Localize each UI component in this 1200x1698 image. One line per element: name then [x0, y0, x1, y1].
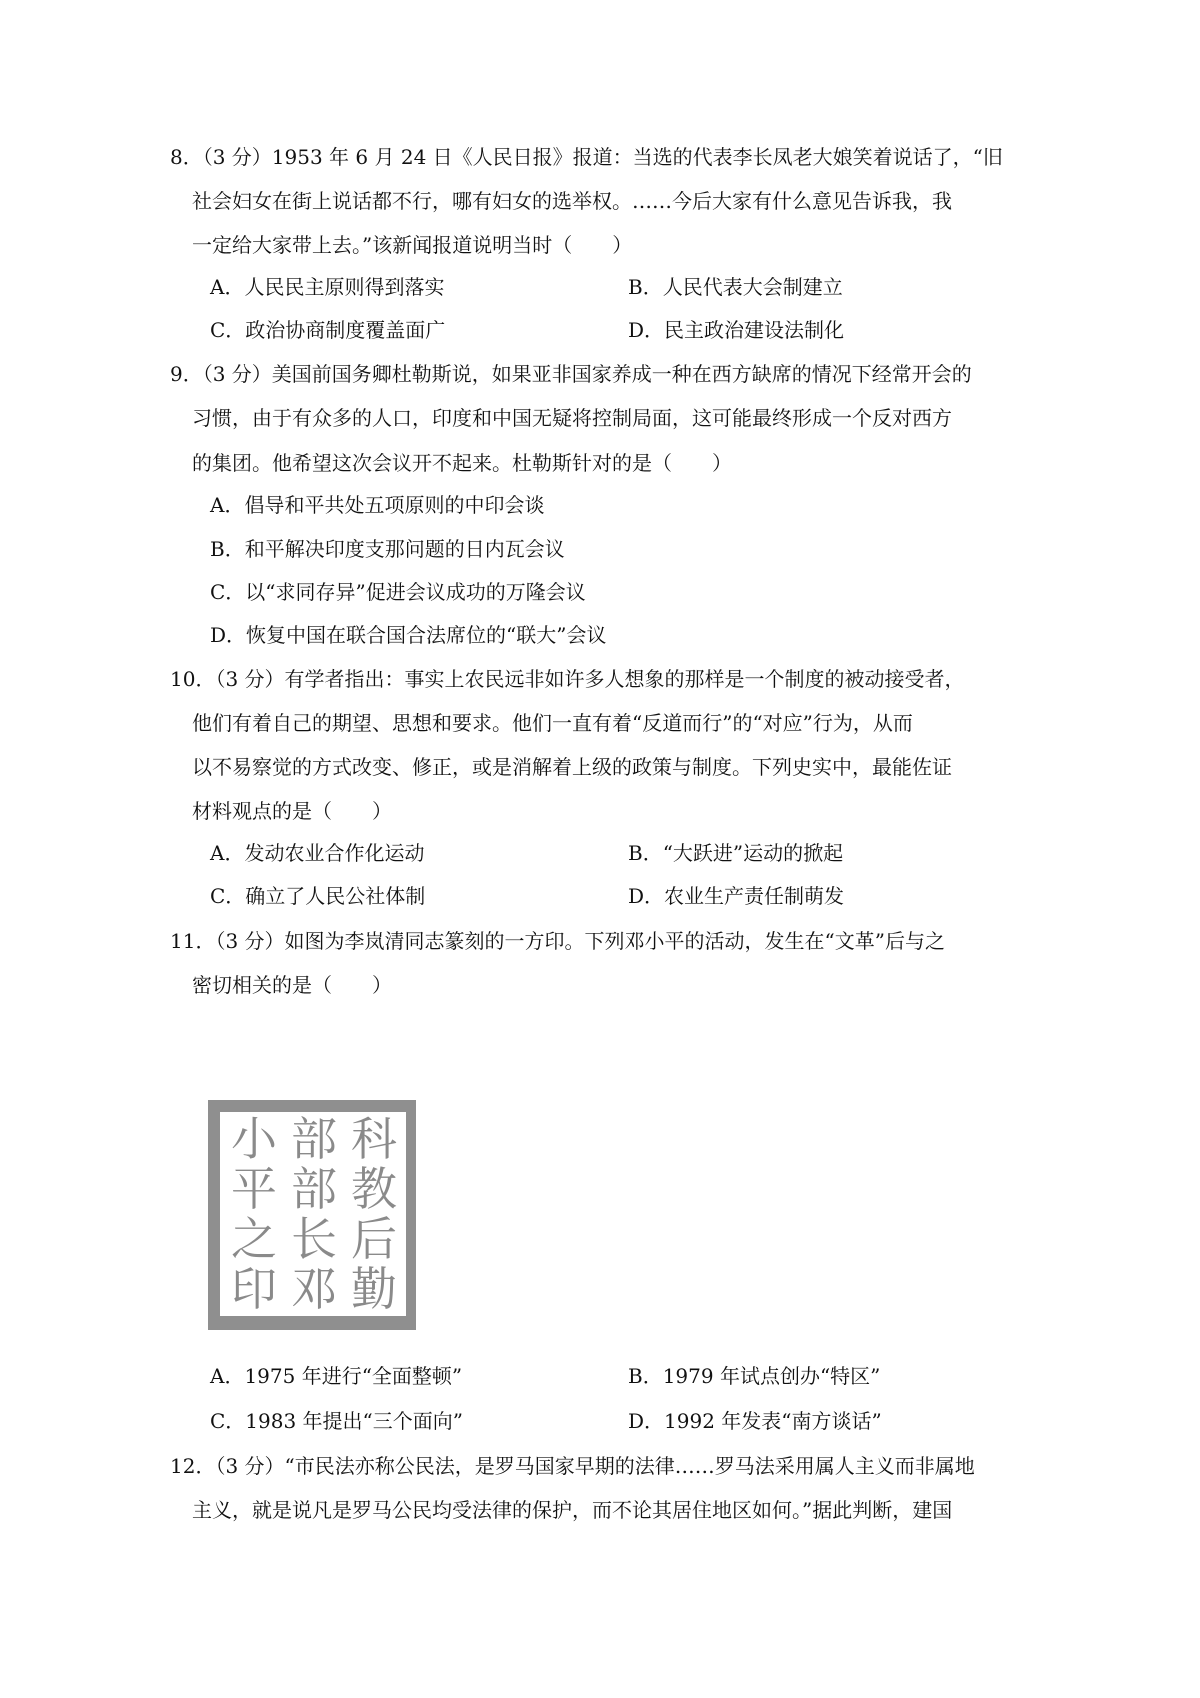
seal-character: 邓: [291, 1262, 337, 1316]
seal-character: 平: [231, 1162, 277, 1216]
seal-characters: [224, 1114, 404, 1314]
option-a[interactable]: A．人民民主原则得到落实: [210, 275, 445, 299]
option-c[interactable]: C．1983 年提出“三个面向”: [210, 1409, 464, 1433]
question-stem-line: 一定给大家带上去。”该新闻报道说明当时（ ）: [192, 233, 633, 257]
question-stem-line: 主义，就是说凡是罗马公民均受法律的保护，而不论其居住地区如何。”据此判断，建国: [192, 1498, 953, 1522]
option-d[interactable]: D．恢复中国在联合国合法席位的“联大”会议: [210, 623, 607, 647]
seal-character: 科: [351, 1112, 397, 1166]
question-stem-line: 的集团。他希望这次会议开不起来。杜勒斯针对的是（ ）: [192, 451, 732, 475]
seal-face: [220, 1112, 406, 1316]
option-a[interactable]: A．发动农业合作化运动: [210, 841, 425, 865]
seal-character: 后: [351, 1212, 397, 1266]
seal-character: 小: [231, 1112, 277, 1166]
question-stem-line: 以不易察觉的方式改变、修正，或是消解着上级的政策与制度。下列史实中，最能佐证: [192, 755, 952, 779]
option-b[interactable]: B．“大跃进”运动的掀起: [628, 841, 844, 865]
option-b[interactable]: B．人民代表大会制建立: [628, 275, 843, 299]
option-c[interactable]: C．以“求同存异”促进会议成功的万隆会议: [210, 580, 586, 604]
seal-character: 教: [351, 1162, 397, 1216]
option-d[interactable]: D．1992 年发表“南方谈话”: [628, 1409, 882, 1433]
seal-character: 长: [291, 1212, 337, 1266]
seal-character: 勤: [351, 1262, 397, 1316]
option-b[interactable]: B．和平解决印度支那问题的日内瓦会议: [210, 537, 565, 561]
option-d[interactable]: D．农业生产责任制萌发: [628, 884, 845, 908]
question-stem-line: 他们有着自己的期望、思想和要求。他们一直有着“反道而行”的“对应”行为，从而: [192, 711, 913, 735]
option-a[interactable]: A．倡导和平共处五项原则的中印会谈: [210, 493, 545, 517]
option-d[interactable]: D．民主政治建设法制化: [628, 318, 845, 342]
option-c[interactable]: C．确立了人民公社体制: [210, 884, 426, 908]
option-a[interactable]: A．1975 年进行“全面整顿”: [210, 1364, 463, 1388]
question-stem-line: 12．（3 分）“市民法亦称公民法，是罗马国家早期的法律……罗马法采用属人主义而非属地: [170, 1454, 975, 1478]
question-stem-line: 习惯，由于有众多的人口，印度和中国无疑将控制局面，这可能最终形成一个反对西方: [192, 406, 952, 430]
question-stem-line: 11．（3 分）如图为李岚清同志篆刻的一方印。下列邓小平的活动，发生在“文革”后与之: [170, 929, 945, 953]
question-stem-line: 社会妇女在街上说话都不行，哪有妇女的选举权。……今后大家有什么意见告诉我，我: [192, 189, 952, 213]
option-c[interactable]: C．政治协商制度覆盖面广: [210, 318, 446, 342]
option-b[interactable]: B．1979 年试点创办“特区”: [628, 1364, 881, 1388]
seal-character: 部: [291, 1112, 337, 1166]
seal-character: 印: [231, 1262, 277, 1316]
seal-character: 部: [291, 1162, 337, 1216]
seal-character: 之: [231, 1212, 277, 1266]
question-stem-line: 10．（3 分）有学者指出：事实上农民远非如许多人想象的那样是一个制度的被动接受者，: [170, 667, 965, 691]
question-stem-line: 密切相关的是（ ）: [192, 973, 392, 997]
question-stem-line: 9．（3 分）美国前国务卿杜勒斯说，如果亚非国家养成一种在西方缺席的情况下经常开会的: [170, 362, 972, 386]
seal-image: [208, 1100, 416, 1330]
question-stem-line: 8．（3 分）1953 年 6 月 24 日《人民日报》报道：当选的代表李长凤老大娘笑着说话了，“旧: [170, 145, 1003, 169]
question-stem-line: 材料观点的是（ ）: [192, 799, 392, 823]
